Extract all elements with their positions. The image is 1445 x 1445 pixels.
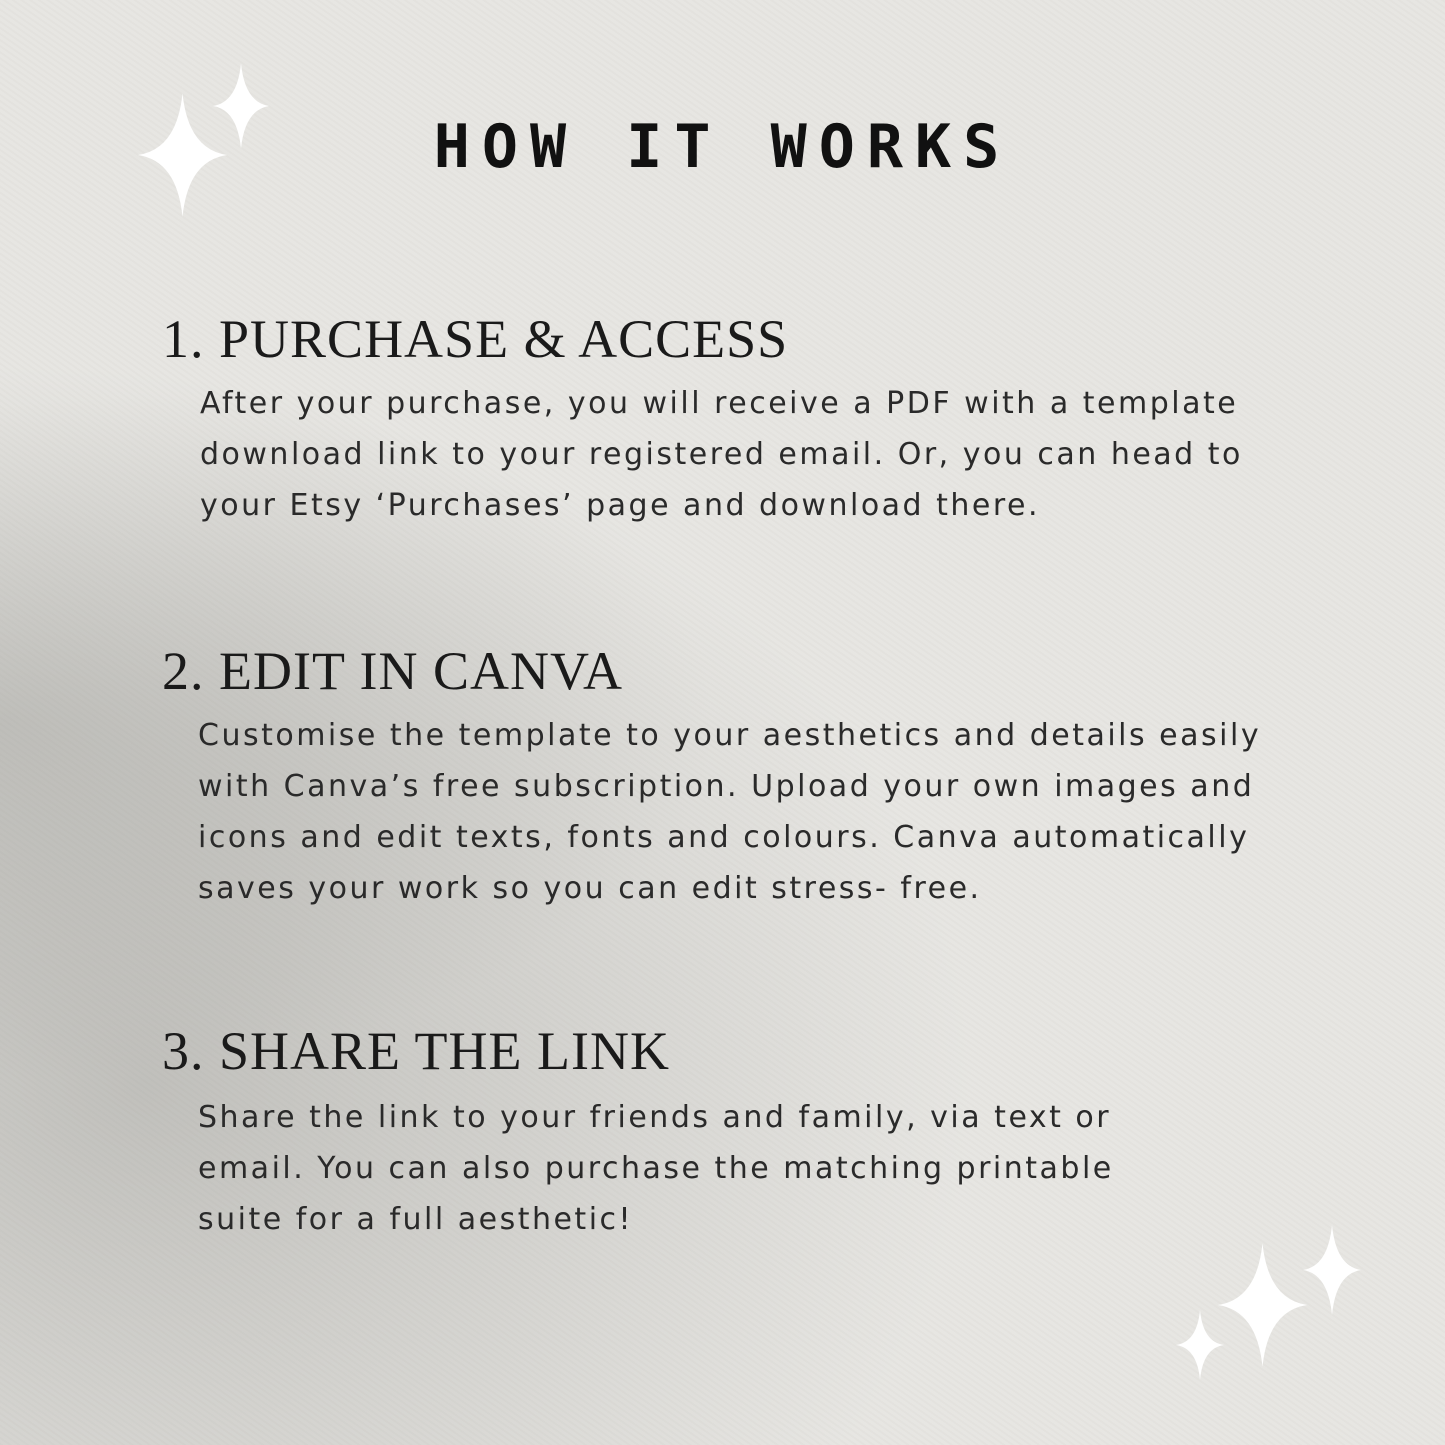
step-2-body: Customise the template to your aesthetics and details easily with Canva’s free subscription. Upload your own images and icons and edit texts, fonts and colours. Canva automatically saves your work so you can edit stress- free. (198, 718, 1262, 906)
step-1-body: After your purchase, you will receive a PDF with a template download link to your registered email. Or, you can head to your Etsy ‘Purchases’ page and download there. (200, 386, 1243, 523)
step-1-heading: 1. PURCHASE & ACCESS (162, 309, 789, 369)
step-3-body: Share the link to your friends and family, via text or email. You can also purchase the matching printable suite for a full aesthetic! (198, 1100, 1114, 1237)
page-title: HOW IT WORKS (433, 112, 1012, 182)
sparkle-icon (1215, 1240, 1310, 1370)
step-3-heading: 3. SHARE THE LINK (162, 1021, 670, 1081)
sparkle-icon (1175, 1310, 1225, 1380)
step-2-heading: 2. EDIT IN CANVA (162, 641, 623, 701)
sparkle-icon (1302, 1225, 1362, 1315)
